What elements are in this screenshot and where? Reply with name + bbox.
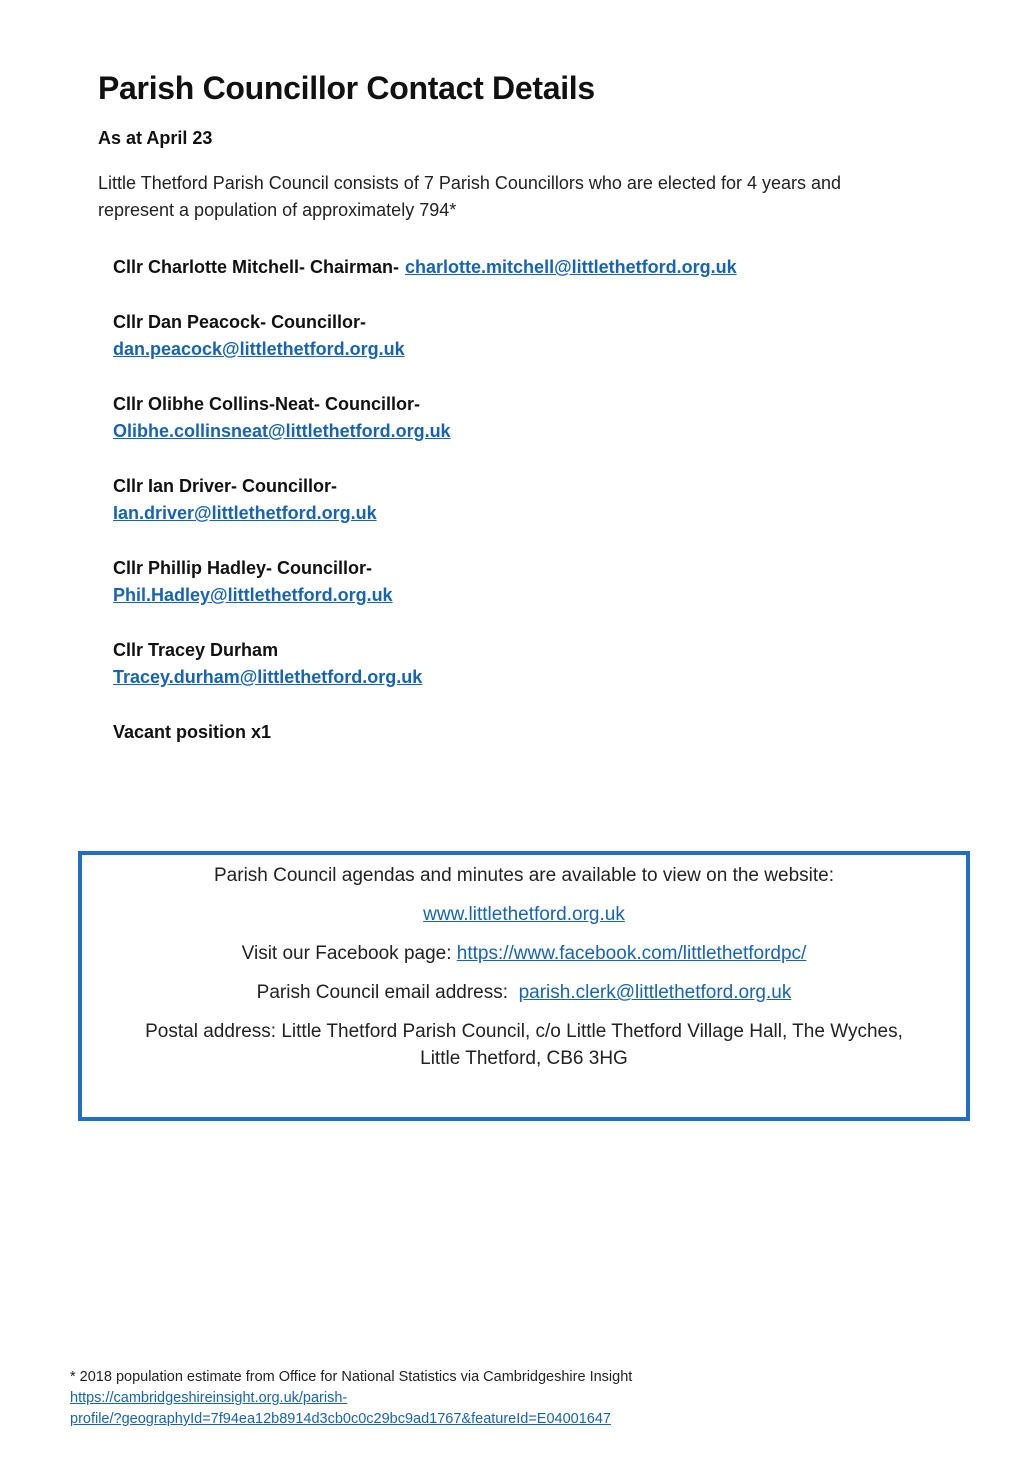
councillor-name: Cllr Dan Peacock- Councillor-: [113, 312, 367, 332]
date-subtitle: As at April 23: [98, 128, 213, 148]
councillor-name: Cllr Ian Driver- Councillor-: [113, 476, 338, 496]
councillor-email-link[interactable]: charlotte.mitchell@littlethetford.org.uk: [405, 257, 737, 277]
footnote-link-line-1[interactable]: https://cambridgeshireinsight.org.uk/parish-: [70, 1390, 348, 1406]
footnote-text: * 2018 population estimate from Office for National Statistics via Cambridgeshire Insight: [70, 1369, 633, 1385]
footnote-link-line-2[interactable]: profile/?geographyId=7f94ea12b8914d3cb0c0c29bc9ad1767&featureId=E04001647: [70, 1411, 611, 1427]
intro-line-2: represent a population of approximately 794*: [98, 200, 457, 220]
info-box: [78, 851, 970, 1121]
footnote: [70, 1367, 770, 1430]
councillor-email-link[interactable]: Phil.Hadley@littlethetford.org.uk: [113, 585, 393, 605]
councillor-email-link[interactable]: dan.peacock@littlethetford.org.uk: [113, 339, 405, 359]
councillor-entry: [113, 309, 993, 363]
website-line: [82, 901, 966, 928]
councillor-list: [113, 254, 993, 774]
email-label: Parish Council email address:: [256, 982, 509, 1003]
councillor-entry: [113, 473, 993, 527]
postal-line-1: Postal address: Little Thetford Parish Council, c/o Little Thetford Village Hall, The Wyches,: [145, 1021, 903, 1042]
email-line: [82, 979, 966, 1006]
clerk-email-link[interactable]: parish.clerk@littlethetford.org.uk: [518, 982, 792, 1003]
councillor-email-link[interactable]: Tracey.durham@littlethetford.org.uk: [113, 667, 423, 687]
councillor-email-link[interactable]: Ian.driver@littlethetford.org.uk: [113, 503, 377, 523]
councillor-email-link[interactable]: Olibhe.collinsneat@littlethetford.org.uk: [113, 421, 451, 441]
facebook-link[interactable]: https://www.facebook.com/littlethetfordpc/: [456, 943, 807, 964]
postal-address: [82, 1018, 966, 1072]
councillor-name: Cllr Phillip Hadley- Councillor-: [113, 558, 373, 578]
intro-paragraph: [98, 170, 958, 224]
postal-line-2: Little Thetford, CB6 3HG: [420, 1048, 628, 1069]
councillor-entry: [113, 254, 993, 281]
facebook-line: [82, 940, 966, 967]
councillor-entry: [113, 391, 993, 445]
agendas-text: Parish Council agendas and minutes are available to view on the website:: [214, 865, 834, 886]
councillor-name: Cllr Olibhe Collins-Neat- Councillor-: [113, 394, 421, 414]
councillor-entry: [113, 555, 993, 609]
councillor-name: Cllr Charlotte Mitchell- Chairman-: [113, 257, 400, 277]
vacant-position: Vacant position x1: [113, 722, 272, 742]
intro-line-1: Little Thetford Parish Council consists of 7 Parish Councillors who are elected for 4 years and: [98, 173, 842, 193]
website-link[interactable]: www.littlethetford.org.uk: [423, 904, 625, 925]
facebook-label: Visit our Facebook page:: [241, 943, 452, 964]
councillor-entry: [113, 637, 993, 691]
page-title: Parish Councillor Contact Details: [98, 70, 595, 106]
councillor-name: Cllr Tracey Durham: [113, 640, 279, 660]
